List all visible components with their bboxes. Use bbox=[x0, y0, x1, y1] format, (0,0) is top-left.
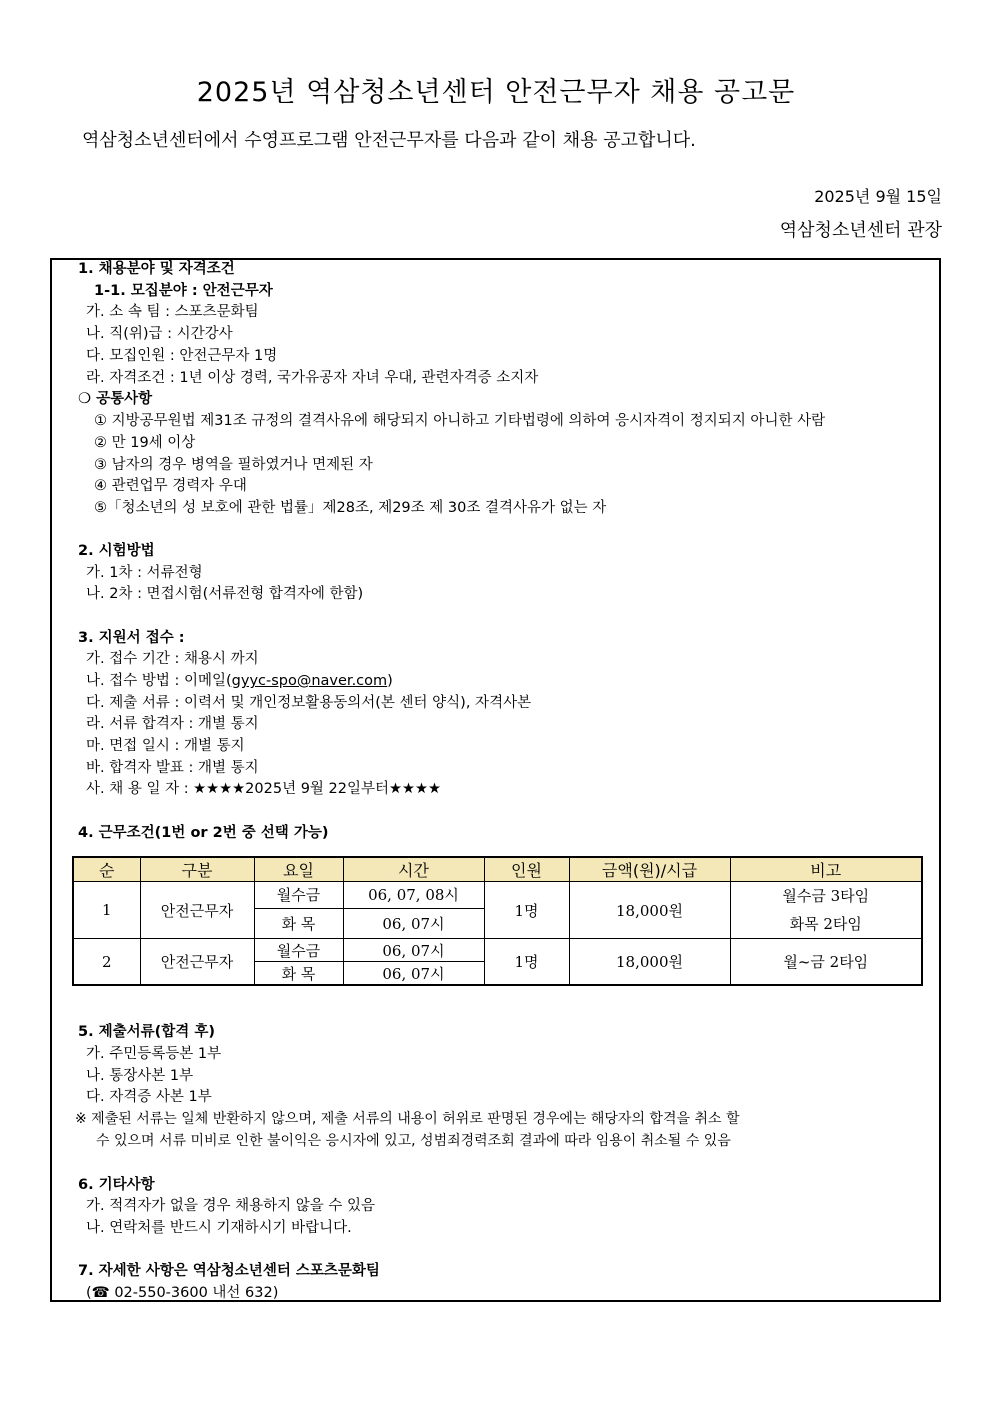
section6-item: 가. 적격자가 없을 경우 채용하지 않을 수 있음 bbox=[86, 1198, 375, 1214]
contact-phone: (☎ 02-550-3600 내선 632) bbox=[86, 1285, 279, 1301]
section5-note: ※ 제출된 서류는 일체 반환하지 않으며, 제출 서류의 내용이 허위로 판명된 경우에는 해당자의 합격을 취소 할 bbox=[75, 1111, 740, 1127]
work-conditions-table bbox=[72, 856, 923, 986]
common-item: ③ 남자의 경우 병역을 필하였거나 면제된 자 bbox=[94, 457, 373, 473]
col-header: 인원 bbox=[484, 857, 569, 882]
cell-day: 화 목 bbox=[254, 962, 343, 986]
section6-item: 나. 연락처를 반드시 기재하시기 바랍니다. bbox=[86, 1220, 352, 1236]
common-heading-label: 공통사항 bbox=[96, 391, 153, 407]
cell-type: 안전근무자 bbox=[140, 882, 254, 939]
col-header: 금액(원)/시급 bbox=[569, 857, 730, 882]
section1-item: 라. 자격조건 : 1년 이상 경력, 국가유공자 자녀 우대, 관련자격증 소지자 bbox=[86, 370, 539, 386]
common-item: ② 만 19세 이상 bbox=[94, 435, 196, 451]
col-header: 시간 bbox=[343, 857, 484, 882]
common-item: ④ 관련업무 경력자 우대 bbox=[94, 478, 247, 494]
section3-item-email bbox=[86, 671, 393, 691]
section6-heading: 6. 기타사항 bbox=[78, 1177, 155, 1193]
section2-item: 가. 1차 : 서류전형 bbox=[86, 565, 203, 581]
section3-item: 바. 합격자 발표 : 개별 통지 bbox=[86, 760, 259, 776]
section1-item: 나. 직(위)급 : 시간강사 bbox=[86, 326, 233, 342]
section5-heading: 5. 제출서류(합격 후) bbox=[78, 1024, 215, 1040]
col-header: 요일 bbox=[254, 857, 343, 882]
cell-time: 06, 07, 08시 bbox=[343, 882, 484, 909]
table-header-row bbox=[73, 857, 922, 882]
page-title: 2025년 역삼청소년센터 안전근무자 채용 공고문 bbox=[196, 77, 796, 108]
section5-item: 가. 주민등록등본 1부 bbox=[86, 1046, 222, 1062]
cell-day: 월수금 bbox=[254, 882, 343, 909]
section1-item: 가. 소 속 팀 : 스포츠문화팀 bbox=[86, 304, 259, 320]
section5-item: 다. 자격증 사본 1부 bbox=[86, 1089, 212, 1105]
cell-count: 1명 bbox=[484, 882, 569, 939]
cell-pay: 18,000원 bbox=[569, 882, 730, 939]
cell-note: 월~금 2타임 bbox=[730, 939, 922, 986]
section3-item: 다. 제출 서류 : 이력서 및 개인정보활용동의서(본 센터 양식), 자격사본 bbox=[86, 695, 532, 711]
email-prefix: 나. 접수 방법 : 이메일( bbox=[86, 673, 232, 689]
table-row bbox=[73, 939, 922, 962]
cell-no: 1 bbox=[73, 882, 140, 939]
section2-heading: 2. 시험방법 bbox=[78, 543, 155, 559]
note-line: 화목 2타임 bbox=[789, 915, 862, 933]
section5-item: 나. 통장사본 1부 bbox=[86, 1068, 194, 1084]
section5-note: 수 있으며 서류 미비로 인한 불이익은 응시자에 있고, 성범죄경력조회 결과에 따라 임용이 취소될 수 있음 bbox=[96, 1133, 731, 1149]
section7-heading: 7. 자세한 사항은 역삼청소년센터 스포츠문화팀 bbox=[78, 1263, 380, 1279]
col-header: 순 bbox=[73, 857, 140, 882]
common-item: ① 지방공무원법 제31조 규정의 결격사유에 해당되지 아니하고 기타법령에 의하여 응시자격이 정지되지 아니한 사람 bbox=[94, 413, 826, 429]
col-header: 구분 bbox=[140, 857, 254, 882]
section3-heading: 3. 지원서 접수 : bbox=[78, 630, 185, 646]
email-link[interactable]: gyyc-spo@naver.com bbox=[231, 673, 388, 689]
common-item: ⑤「청소년의 성 보호에 관한 법률」제28조, 제29조 제 30조 결격사유가 없는 자 bbox=[94, 500, 607, 516]
notice-date: 2025년 9월 15일 bbox=[814, 187, 942, 206]
section3-item: 마. 면접 일시 : 개별 통지 bbox=[86, 738, 245, 754]
section1-sub: 1-1. 모집분야 : 안전근무자 bbox=[94, 283, 273, 299]
cell-time: 06, 07시 bbox=[343, 962, 484, 986]
email-suffix: ) bbox=[387, 673, 393, 689]
issuer: 역삼청소년센터 관장 bbox=[779, 220, 942, 241]
cell-day: 화 목 bbox=[254, 908, 343, 938]
common-heading bbox=[78, 389, 152, 409]
section1-item: 다. 모집인원 : 안전근무자 1명 bbox=[86, 348, 278, 364]
section3-item: 사. 채 용 일 자 : ★★★★2025년 9월 22일부터★★★★ bbox=[86, 781, 442, 797]
cell-time: 06, 07시 bbox=[343, 908, 484, 938]
cell-no: 2 bbox=[73, 939, 140, 986]
col-header: 비고 bbox=[730, 857, 922, 882]
section1-heading: 1. 채용분야 및 자격조건 bbox=[78, 261, 235, 277]
circle-bullet-icon: ❍ bbox=[78, 391, 91, 407]
cell-pay: 18,000원 bbox=[569, 939, 730, 986]
cell-type: 안전근무자 bbox=[140, 939, 254, 986]
cell-note bbox=[730, 882, 922, 939]
cell-time: 06, 07시 bbox=[343, 939, 484, 962]
table-row bbox=[73, 882, 922, 909]
section4-heading: 4. 근무조건(1번 or 2번 중 선택 가능) bbox=[78, 825, 329, 841]
cell-count: 1명 bbox=[484, 939, 569, 986]
note-line: 월수금 3타임 bbox=[782, 887, 870, 905]
intro-text: 역삼청소년센터에서 수영프로그램 안전근무자를 다음과 같이 채용 공고합니다. bbox=[82, 130, 696, 151]
section2-item: 나. 2차 : 면접시험(서류전형 합격자에 한함) bbox=[86, 586, 364, 602]
section3-item: 가. 접수 기간 : 채용시 까지 bbox=[86, 651, 259, 667]
cell-day: 월수금 bbox=[254, 939, 343, 962]
section3-item: 라. 서류 합격자 : 개별 통지 bbox=[86, 716, 259, 732]
